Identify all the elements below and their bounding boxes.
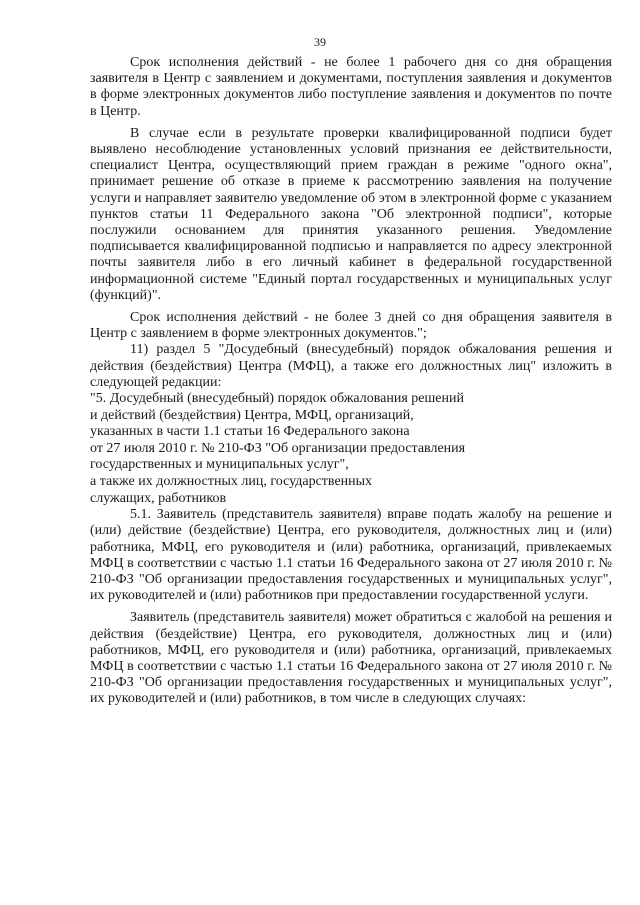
paragraph: 11) раздел 5 "Досудебный (внесудебный) порядок обжалования решения и действия (бездействия) Центра (МФЦ), а также его должностных лиц" изложить в следующей редакции: <box>90 342 612 390</box>
heading-line: и действий (бездействия) Центра, МФЦ, организаций, <box>90 407 414 423</box>
heading-line: "5. Досудебный (внесудебный) порядок обжалования решений <box>90 391 464 407</box>
paragraph: Заявитель (представитель заявителя) может обратиться с жалобой на решения и действия (бездействие) Центра, его руководителя, должностных лиц и (или) работников, МФЦ, его руководителя и (или) работника, организаций, привлекаемых МФЦ в соответствии с частью 1.1 статьи 16 Федерального закона от 27 июля 2010 г. № 210-ФЗ "Об организации предоставления государственных и муниципальных услуг", их руководителей и (или) работников, в том числе в следующих случаях: <box>90 610 612 707</box>
heading-line: от 27 июля 2010 г. № 210-ФЗ "Об организации предоставления <box>90 440 466 456</box>
heading-line: служащих, работников <box>90 490 227 506</box>
heading-line: государственных и муниципальных услуг", <box>90 457 349 473</box>
document-body <box>90 55 612 708</box>
paragraph: В случае если в результате проверки квалифицированной подписи будет выявлено несоблюдение установленных условий признания ее действительности, специалист Центра, осуществляющий прием граждан в режиме "одного окна", принимает решение об отказе в приеме к рассмотрению заявления на получение услуги и направляет заявителю уведомление об этом в электронной форме с указанием пунктов статьи 11 Федерального закона "Об электронной подписи", которые послужили основанием для принятия указанного решения. Уведомление подписывается квалифицированной подписью и направляется по адресу электронной почты заявителя либо в его личный кабинет в федеральной государственной информационной системе "Единый портал государственных и муниципальных услуг (функций)". <box>90 125 612 303</box>
paragraph: Срок исполнения действий - не более 3 дней со дня обращения заявителя в Центр с заявлением в форме электронных документов."; <box>90 310 612 342</box>
heading-line: указанных в части 1.1 статьи 16 Федерального закона <box>90 424 410 440</box>
section-heading <box>90 391 612 507</box>
paragraph: 5.1. Заявитель (представитель заявителя) вправе подать жалобу на решение и (или) действие (бездействие) Центра, его руководителя, должностных лиц и (или) работника, МФЦ, его руководителя и (или) работника, организаций, привлекаемых МФЦ в соответствии с частью 1.1 статьи 16 Федерального закона от 27 июля 2010 г. № 210-ФЗ "Об организации предоставления государственных и муниципальных услуг", их руководителей и (или) работников при предоставлении государственной услуги. <box>90 507 612 604</box>
page-number: 39 <box>314 35 326 49</box>
paragraph: Срок исполнения действий - не более 1 рабочего дня со дня обращения заявителя в Центр с заявлением и документами, поступления заявления и документов в форме электронных документов либо поступление заявления и документов по почте в Центр. <box>90 55 612 119</box>
heading-line: а также их должностных лиц, государственных <box>90 474 373 490</box>
